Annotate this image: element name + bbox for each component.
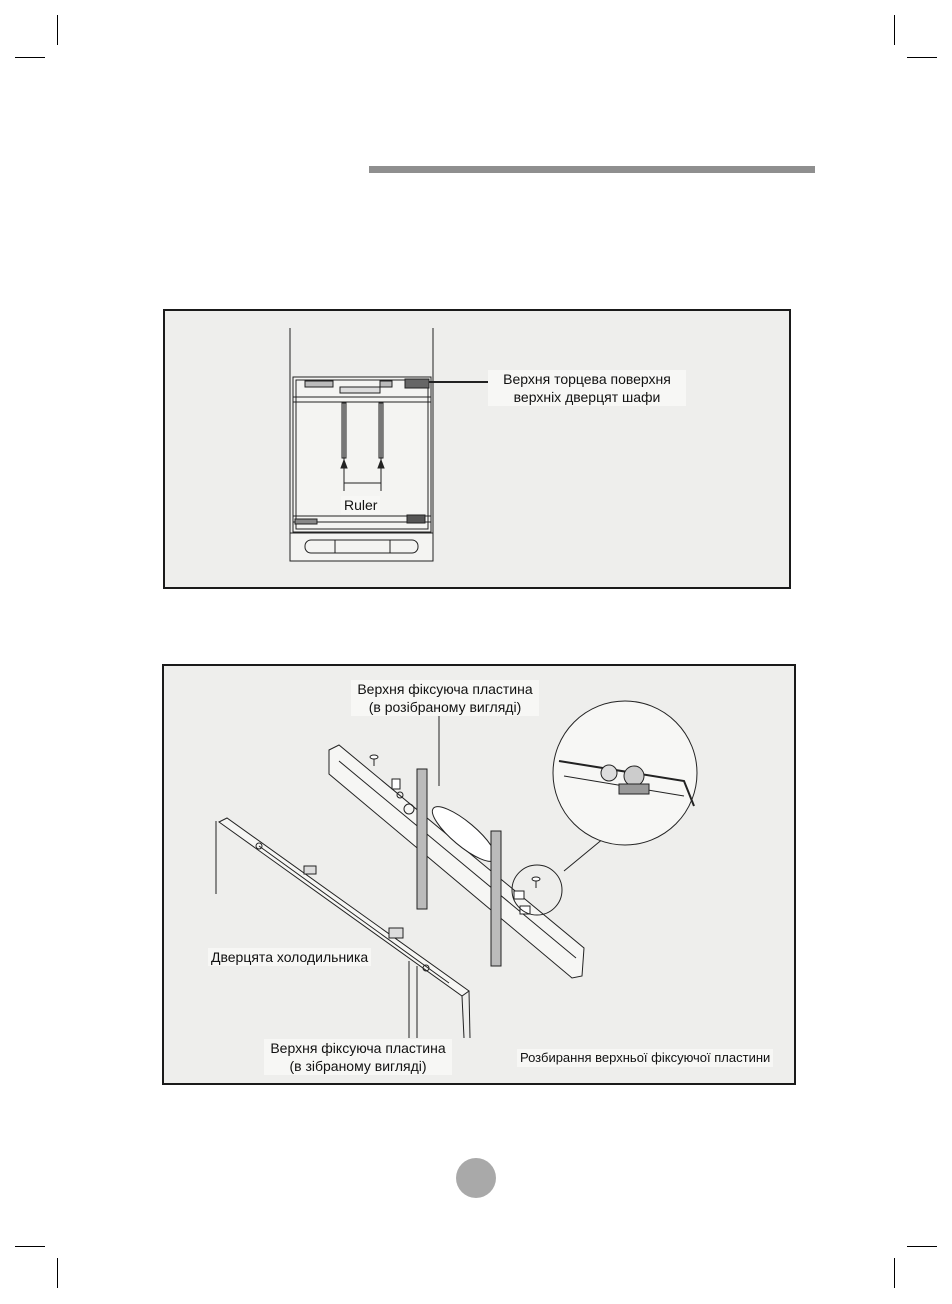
label-door-top-surface [488, 370, 686, 406]
label-top-plate-disassembled [351, 680, 539, 716]
label-line: Верхня фіксуюча пластина [357, 681, 533, 697]
crop-mark [894, 15, 895, 45]
label-line: Верхня торцева поверхня [503, 371, 671, 387]
crop-mark [15, 1246, 45, 1247]
label-line: (в розібраному вигляді) [368, 699, 522, 715]
label-line: Верхня фіксуюча пластина [270, 1040, 446, 1056]
label-ruler: Ruler [341, 496, 380, 514]
label-line: верхніх дверцят шафи [513, 389, 661, 405]
section-title-bar [369, 166, 815, 173]
figure-caption: Розбирання верхньої фіксуючої пластини [517, 1049, 773, 1067]
crop-mark [57, 15, 58, 45]
crop-mark [907, 57, 937, 58]
fixing-plate-illustration [164, 666, 794, 1083]
label-line: (в зібраному вигляді) [289, 1058, 427, 1074]
crop-mark [907, 1246, 937, 1247]
crop-mark [15, 57, 45, 58]
crop-mark [57, 1258, 58, 1288]
label-top-plate-assembled [264, 1039, 452, 1075]
page-number-circle [456, 1158, 496, 1198]
crop-mark [894, 1258, 895, 1288]
label-refrigerator-door: Дверцята холодильника [208, 948, 371, 966]
figure-top-fixing-plate [162, 664, 796, 1085]
cabinet-illustration [165, 311, 789, 587]
figure-door-top-surface [163, 309, 791, 589]
